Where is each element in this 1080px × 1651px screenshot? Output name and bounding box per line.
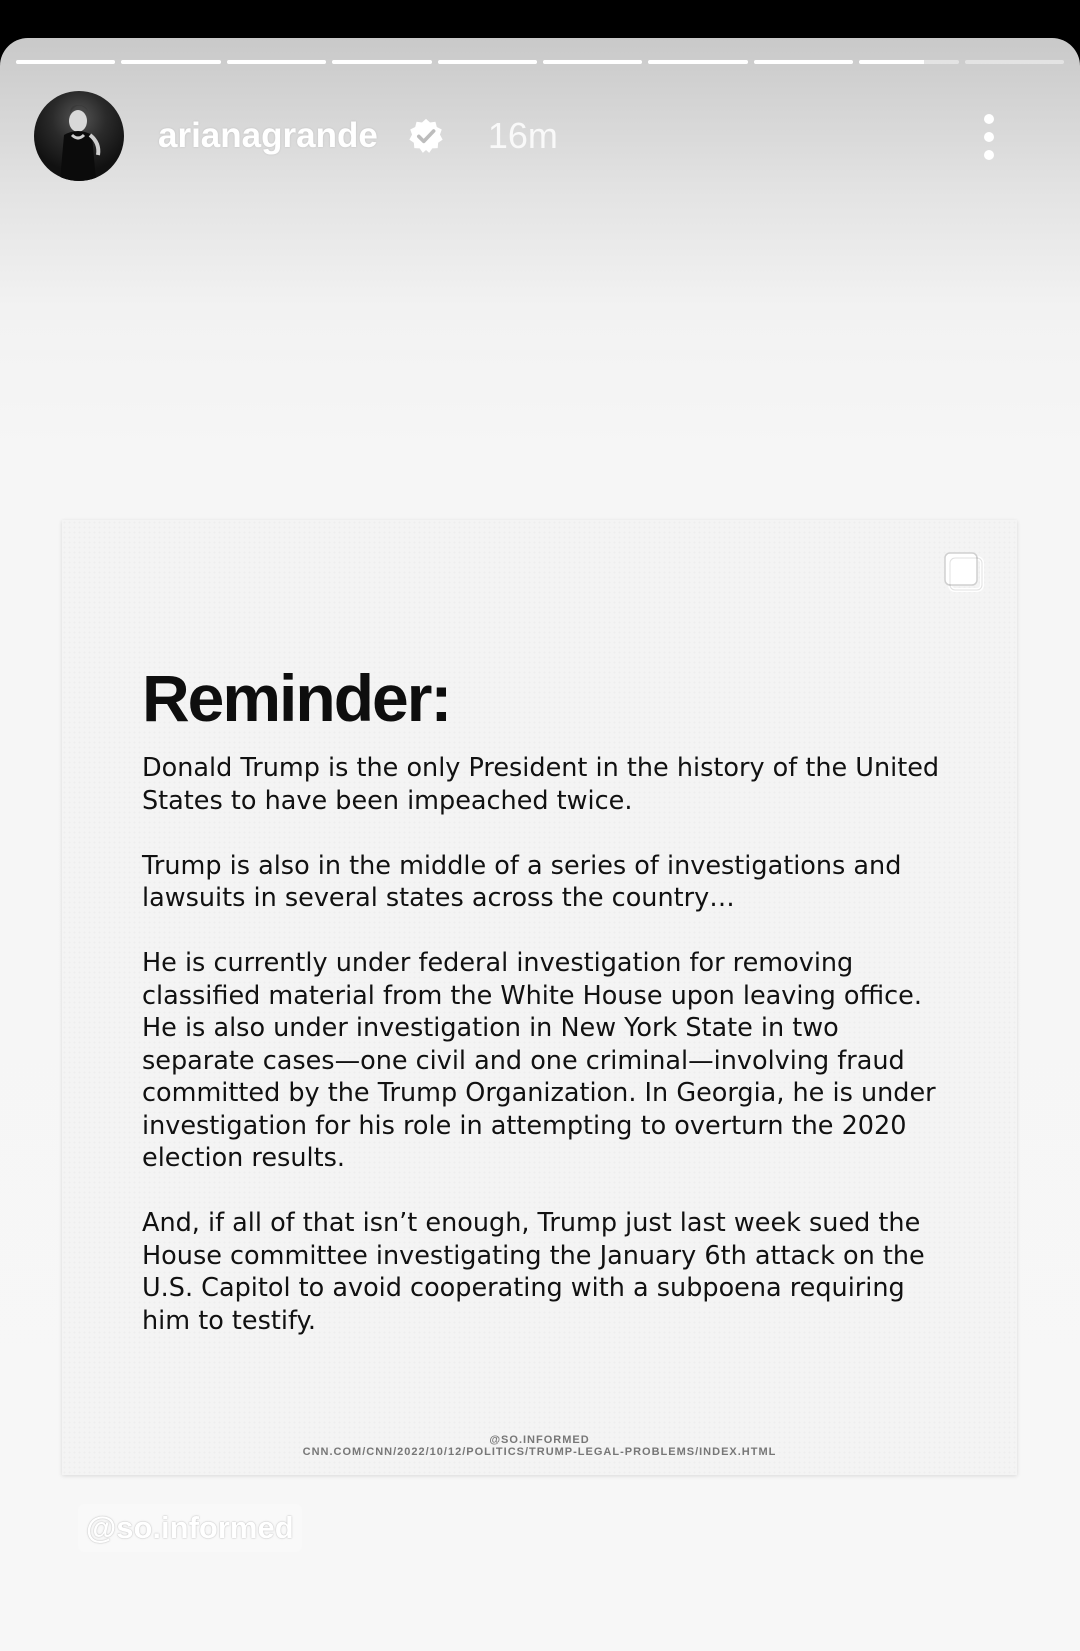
post-paragraph: Donald Trump is the only President in the history of the United States to have been impeached twice. [142,753,940,816]
post-paragraph: Trump is also in the middle of a series of investigations and lawsuits in several states across the country… [142,850,902,913]
progress-segment-fill [16,60,115,64]
avatar[interactable] [34,91,124,181]
verified-badge-icon [408,118,444,154]
progress-segment [754,60,853,64]
story-time: 16m [487,115,558,156]
post-credit-handle: @SO.INFORMED [489,1434,590,1446]
shared-post[interactable] [62,520,1017,1475]
progress-segment-fill [332,60,431,64]
post-heading: Reminder: [142,661,451,735]
progress-segment [438,60,537,64]
avatar-photo [34,91,124,181]
progress-segment [859,60,958,64]
progress-segment [16,60,115,64]
status-bar [0,0,1080,38]
story-viewer[interactable] [0,38,1080,1651]
progress-segment [121,60,220,64]
progress-segment [543,60,642,64]
progress-segment [227,60,326,64]
progress-segment-fill [859,60,924,64]
username[interactable]: arianagrande [158,116,378,155]
story-progress-bar [16,60,1064,64]
progress-segment-fill [754,60,853,64]
progress-segment [648,60,747,64]
progress-segment-fill [543,60,642,64]
progress-segment [332,60,431,64]
mention-sticker[interactable]: @so.informed [78,1504,302,1552]
post-source-url: CNN.COM/CNN/2022/10/12/POLITICS/TRUMP-LEGAL-PROBLEMS/INDEX.HTML [302,1446,777,1458]
post-paragraph: And, if all of that isn’t enough, Trump just last week sued the House committee investigating the January 6th attack on the U.S. Capitol to avoid cooperating with a subpoena requiring him to testify. [142,1208,925,1336]
progress-segment-fill [227,60,326,64]
progress-segment-fill [438,60,537,64]
post-paragraph: He is currently under federal investigation for removing classified material from the White House upon leaving office. He is also under investigation in New York State in two separate cases—one civil and one criminal—involving fraud committed by the Trump Organization. In Georgia, he is under investigation for his role in attempting to overturn the 2020 election results. [142,948,936,1173]
progress-segment-fill [121,60,220,64]
story-header [34,90,1046,182]
more-vertical-icon[interactable] [982,112,996,162]
progress-segment [965,60,1064,64]
carousel-icon [942,550,990,598]
progress-segment-fill [648,60,747,64]
post-body [142,752,942,1370]
